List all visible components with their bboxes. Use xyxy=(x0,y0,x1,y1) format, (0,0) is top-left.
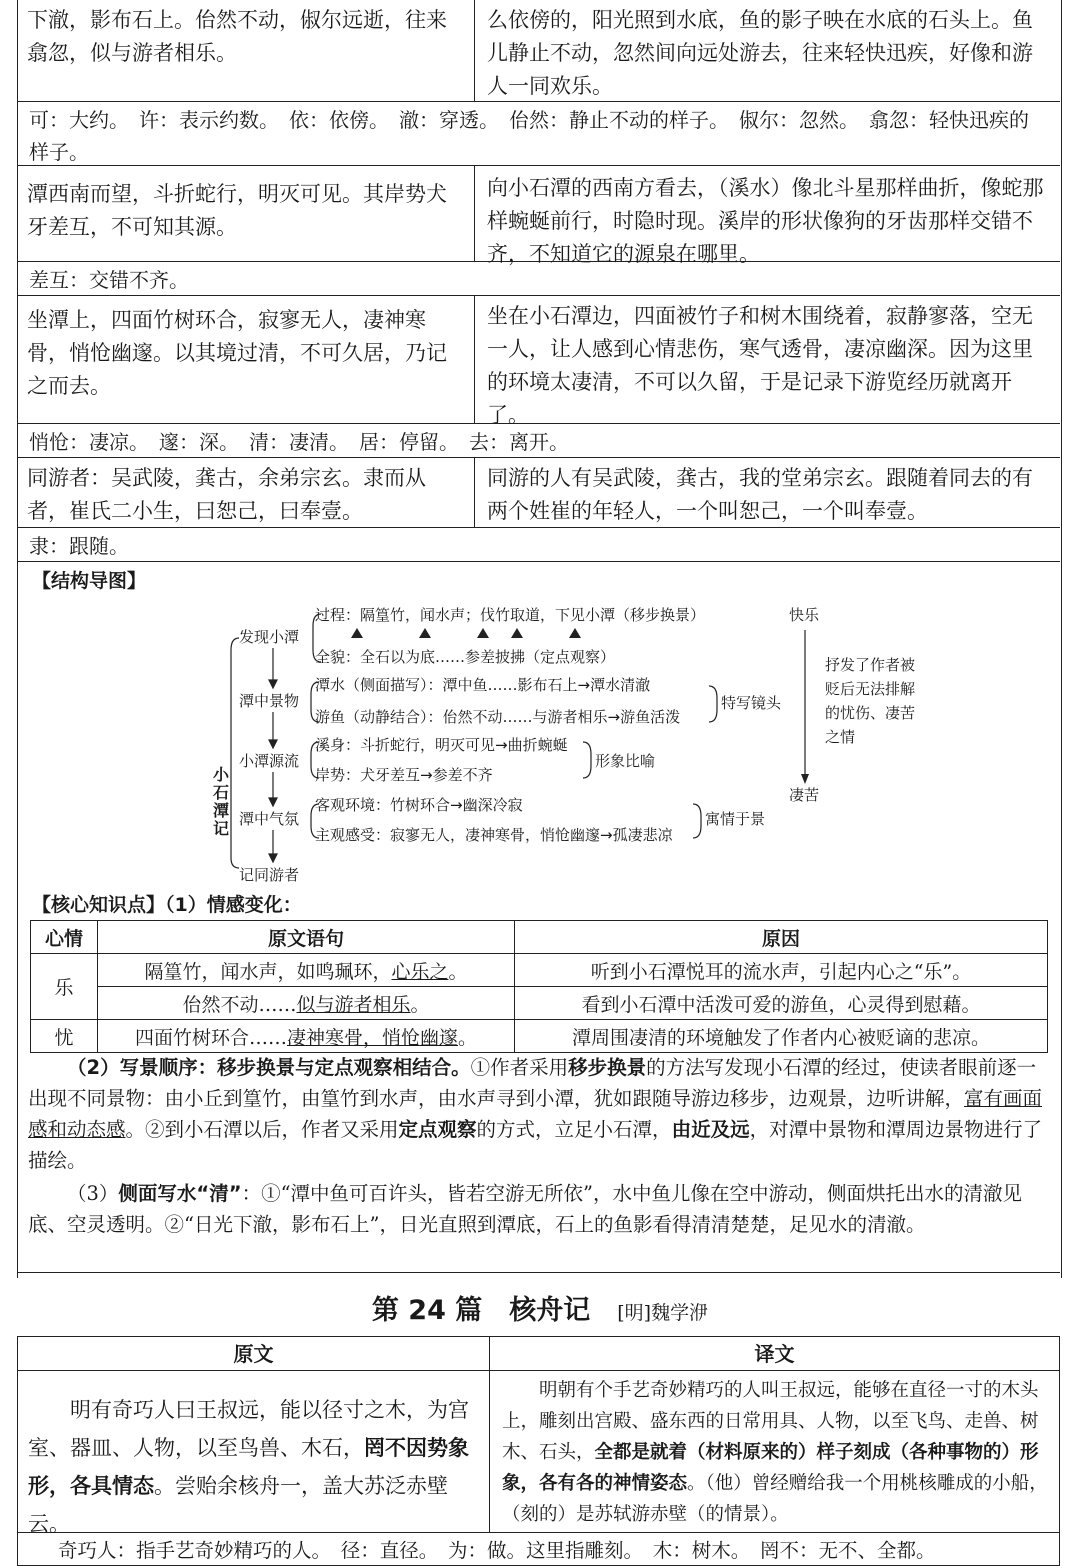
node-discover: 发现小潭 xyxy=(239,628,300,646)
annotation-text: 悄怆：凄凉。 邃：深。 清：凄清。 居：停留。 去：离开。 xyxy=(29,430,569,454)
para3-text: ：①“潭中鱼可百许头，皆若空游无所依”，水中鱼儿像在空中游动，侧面烘托出水的清澈见底、空灵透明。②“日光下澈，影布石上”，日光直照到潭底，石上的鱼影看得清清楚楚，足见水的清澈。 xyxy=(28,1182,1023,1236)
title-main: 第 24 篇 核舟记 xyxy=(371,1295,591,1326)
root-node-4: 记 xyxy=(213,819,230,838)
table-row xyxy=(31,1020,1048,1053)
para3-key: 侧面写水“清” xyxy=(118,1182,242,1205)
node-3b: 岸势：犬牙差互→参差不齐 xyxy=(315,766,493,784)
para2-text: 的方法写发现小石潭的经过，使读者眼前逐一出现不同景物：由小丘到篁竹，由篁竹到水声，由水声寻到小潭，犹如跟随导游边移步，边观景，边听讲解， xyxy=(28,1056,1037,1110)
node-1a: 过程：隔篁竹，闻水声；伐竹取道，下见小潭（移步换景） xyxy=(315,606,706,624)
table-header-row xyxy=(31,921,1048,954)
translation-text: 坐在小石潭边，四面被竹子和树木围绕着，寂静寥落，空无一人，让人感到心情悲伤，寒气透骨，凄凉幽深。因为这里的环境太凄清，不可以久留，于是记录下游览经历就离开了。 xyxy=(487,304,1033,427)
table-row xyxy=(17,296,1060,427)
translation-key: 全都是就着（材料原来的）样子刻成（各种事物的）形象，各有各的神情姿态 xyxy=(502,1442,1039,1494)
scenery-order-paragraph xyxy=(28,1052,1050,1176)
structure-map xyxy=(17,590,1060,890)
water-clarity-paragraph xyxy=(28,1178,1050,1240)
core-label-sub: （1）情感变化： xyxy=(165,894,302,916)
col-reason: 原因 xyxy=(515,921,1048,954)
emotion-summary-4: 之情 xyxy=(825,728,856,746)
para2-key: 移步换景 xyxy=(568,1056,647,1079)
header-translation: 译文 xyxy=(490,1337,1059,1371)
node-4b: 主观感受：寂寥无人，凄神寒骨，悄怆幽邃→孤凄悲凉 xyxy=(315,826,673,844)
node-source: 小潭源流 xyxy=(239,752,300,770)
emotion-summary-3: 的忧伤、凄苦 xyxy=(825,704,916,722)
para2-title: （2）写景顺序：移步换景与定点观察相结合。 xyxy=(67,1056,471,1079)
annotation-row xyxy=(17,424,1060,458)
original-text: 潭西南而望，斗折蛇行，明灭可见。其岸势犬牙差互，不可知其源。 xyxy=(17,166,475,261)
core-label-title: 【核心知识点】 xyxy=(32,894,166,916)
original-quote: 四面竹树环合…… xyxy=(134,1026,287,1049)
node-scenery: 潭中景物 xyxy=(239,692,300,710)
annotation-row xyxy=(17,528,1060,562)
node-2b: 游鱼（动静结合）：佁然不动……与游者相乐→游鱼活泼 xyxy=(315,708,681,726)
node-mood: 潭中气氛 xyxy=(239,810,300,828)
node-2c: 特写镜头 xyxy=(721,694,782,712)
original-text: 同游者：吴武陵，龚古，余弟宗玄。隶而从者，崔氏二小生，曰恕己，曰奉壹。 xyxy=(17,458,475,527)
node-3a: 溪身：斗折蛇行，明灭可见→曲折蜿蜒 xyxy=(315,736,568,754)
table-row xyxy=(17,166,1060,266)
original-key: 罔不因势象形，各具情态 xyxy=(28,1436,469,1498)
title-author: [明]魏学洢 xyxy=(617,1302,709,1324)
para2-key: 由近及远 xyxy=(671,1118,750,1141)
mood-sorrow: 忧 xyxy=(31,1020,98,1053)
table-row xyxy=(31,954,1048,987)
key-quote: 似与游者相乐 xyxy=(296,993,411,1016)
node-companions: 记同游者 xyxy=(239,866,300,884)
reason-cell: 看到小石潭中活泼可爱的游鱼，心灵得到慰藉。 xyxy=(515,987,1048,1020)
annotation-text: 差互：交错不齐。 xyxy=(29,268,189,292)
original-text xyxy=(18,1371,490,1536)
node-4a: 客观环境：竹树环合→幽深冷寂 xyxy=(315,796,523,814)
root-node-1: 小 xyxy=(213,765,230,784)
annotation-text: 隶：跟随。 xyxy=(29,534,129,558)
translation-text xyxy=(490,1371,1059,1533)
reason-cell: 听到小石潭悦耳的流水声，引起内心之“乐”。 xyxy=(515,954,1048,987)
key-quote: 凄神寒骨，悄怆幽邃 xyxy=(286,1026,458,1049)
node-3c: 形象比喻 xyxy=(595,752,656,770)
para2-text: ①作者采用 xyxy=(470,1056,569,1079)
para2-key: 定点观察 xyxy=(398,1118,477,1141)
col-original: 原文语句 xyxy=(98,921,515,954)
table-row xyxy=(31,987,1048,1020)
table-row xyxy=(17,0,1060,102)
node-2a: 潭水（侧面描写）：潭中鱼……影布石上→潭水清澈 xyxy=(315,676,651,694)
col-mood: 心情 xyxy=(31,921,98,954)
original-part: 明有奇巧人曰王叔远，能以径寸之木，为宫室、器皿、人物，以至鸟兽、木石， xyxy=(28,1398,469,1460)
root-node-2: 石 xyxy=(213,783,230,802)
translation-part: 。（他）曾经赠给我一个用桃核雕成的小船，（刻的）是苏轼游赤壁（的情景）。 xyxy=(502,1473,1048,1525)
node-1b: 全貌：全石以为底……参差披拂（定点观察） xyxy=(315,648,616,666)
annotation-row xyxy=(17,262,1060,296)
mood-joy: 乐 xyxy=(31,954,98,1020)
original-quote: 隔篁竹，闻水声，如鸣珮环， xyxy=(144,960,392,983)
original-part: 。尝贻余核舟一，盖大苏泛赤壁云。 xyxy=(28,1474,448,1536)
annotation-row xyxy=(17,102,1060,166)
translation-text: 向小石潭的西南方看去，（溪水）像北斗星那样曲折，像蛇那样蜿蜒前行，时隐时现。溪岸的形状像狗的牙齿那样交错不齐，不知道它的源泉在哪里。 xyxy=(487,176,1044,266)
emotion-top: 快乐 xyxy=(789,606,820,624)
para2-key: 富有画面感和动态感 xyxy=(28,1087,1043,1141)
emotion-summary-1: 抒发了作者被 xyxy=(825,656,916,674)
table-row xyxy=(17,458,1060,528)
emotion-table xyxy=(30,920,1048,1053)
annotation-text: 可：大约。 许：表示约数。 依：依傍。 澈：穿透。 佁然：静止不动的样子。 俶尔：忽然。 翕忽：轻快迅疾的样子。 xyxy=(29,108,1029,164)
original-text: 下澈，影布石上。佁然不动，俶尔远逝，往来翕忽，似与游者相乐。 xyxy=(17,0,475,101)
original-text: 坐潭上，四面竹树环合，寂寥无人，凄神寒骨，悄怆幽邃。以其境过清，不可久居，乃记之而去。 xyxy=(17,296,475,423)
original-cell: 隔篁竹，闻水声，如鸣珮环，心乐之。 xyxy=(98,954,515,987)
page-title xyxy=(0,1288,1080,1327)
core-label xyxy=(32,890,302,917)
original-quote: 佁然不动…… xyxy=(182,993,297,1016)
para2-text: 。②到小石潭以后，作者又采用 xyxy=(125,1118,399,1141)
translation-text: 同游的人有吴武陵，龚古，我的堂弟宗玄。跟随着同去的有两个姓崔的年轻人，一个叫恕己，一个叫奉壹。 xyxy=(487,466,1033,523)
emotion-bottom: 凄苦 xyxy=(789,786,820,804)
translation-text: 么依傍的，阳光照到水底，鱼的影子映在水底的石头上。鱼儿静止不动，忽然间向远处游去，往来轻快迅疾，好像和游人一同欢乐。 xyxy=(487,8,1033,98)
key-quote: 心乐之 xyxy=(391,960,449,983)
structure-label: 【结构导图】 xyxy=(32,570,147,592)
original-cell: 四面竹树环合……凄神寒骨，悄怆幽邃。 xyxy=(98,1020,515,1053)
translation-part: 明朝有个手艺奇妙精巧的人叫王叔远，能够在直径一寸的木头上，雕刻出宫殿、盛东西的日常用具、人物，以至飞鸟、走兽、树木、石头， xyxy=(502,1380,1039,1463)
section-divider xyxy=(17,1272,1060,1273)
para2-text: ，对潭中景物和潭周边景物进行了描绘。 xyxy=(28,1118,1043,1172)
reason-cell: 潭周围凄清的环境触发了作者内心被贬谪的悲凉。 xyxy=(515,1020,1048,1053)
hezhouji-table xyxy=(17,1336,1060,1566)
header-original: 原文 xyxy=(18,1337,490,1371)
original-cell: 佁然不动……似与游者相乐。 xyxy=(98,987,515,1020)
root-node-3: 潭 xyxy=(213,801,230,820)
para3-text: （3） xyxy=(67,1182,119,1205)
emotion-summary-2: 贬后无法排解 xyxy=(825,680,916,698)
para2-text: 的方式，立足小石潭， xyxy=(476,1118,672,1141)
annotation-text: 奇巧人：指手艺奇妙精巧的人。 径：直径。 为：做。这里指雕刻。 木：树木。 罔不：无不、全都。 xyxy=(58,1539,936,1562)
node-4c: 寓情于景 xyxy=(705,810,766,828)
